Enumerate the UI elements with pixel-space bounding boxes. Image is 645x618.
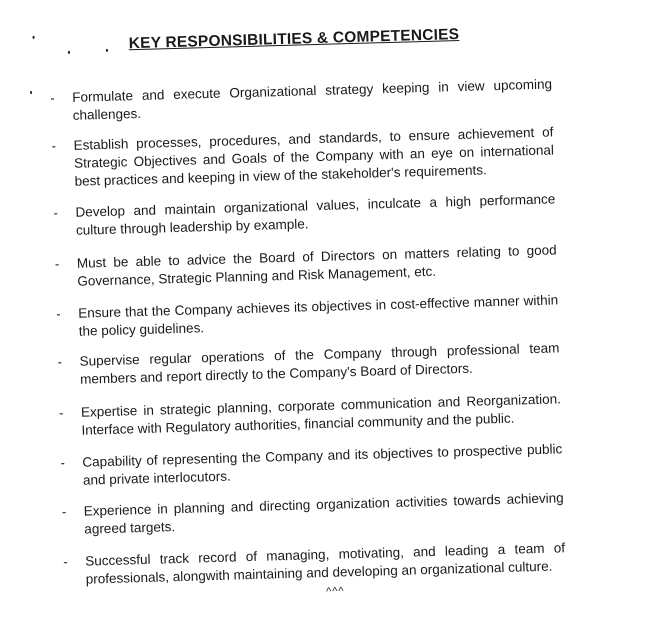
list-item [56, 292, 559, 339]
list-item [50, 76, 553, 123]
list-item [62, 540, 566, 587]
list-item-text: Must be able to advice the Board of Directors on matters relating to good Governance, Strategic Planning and Risk Management, etc. [76, 242, 557, 289]
list-item [60, 441, 563, 488]
document-title: KEY RESPONSIBILITIES & COMPETENCIES [128, 26, 460, 53]
list-item-text: Successful track record of managing, motivating, and leading a team of professionals, alongwith maintaining and developing an organizational culture. [84, 540, 566, 587]
scan-speck [30, 91, 32, 94]
list-item-text: Ensure that the Company achieves its objectives in cost-effective manner within the policy guidelines. [78, 292, 559, 339]
bullet-dash: - [54, 256, 60, 272]
bullet-dash: - [61, 504, 67, 520]
bullet-dash: - [57, 354, 63, 370]
bullet-dash: - [50, 90, 55, 106]
list-item-text: Develop and maintain organizational values, inculcate a high performance culture through leadership by example. [75, 191, 556, 238]
bullet-dash: - [62, 554, 68, 570]
list-item [58, 391, 562, 438]
list-item-text: Capability of representing the Company and its objectives to prospective public and private interlocutors. [82, 441, 563, 488]
scan-speck [68, 51, 70, 54]
list-item [57, 340, 560, 387]
bullet-dash: - [58, 405, 64, 421]
list-item-text: Establish processes, procedures, and standards, to ensure achievement of Strategic Objectives and Goals of the Company with an eye on international best practices and keeping in view of the stakeholder's requirements. [73, 124, 555, 189]
list-item-text: Formulate and execute Organizational strategy keeping in view upcoming challenges. [72, 76, 553, 123]
scan-speck [33, 36, 35, 39]
bullet-dash: - [60, 455, 65, 471]
scan-speck [106, 49, 108, 52]
list-item-text: Supervise regular operations of the Company through professional team members and report directly to the Company's Board of Directors. [79, 340, 560, 387]
bullet-dash: - [53, 205, 59, 221]
bullet-dash: - [56, 306, 61, 322]
list-item [61, 490, 564, 537]
list-item-text: Expertise in strategic planning, corporate communication and Reorganization. Interface with Regulatory authorities, financial community and the public. [80, 391, 562, 438]
list-item [51, 124, 555, 189]
bullet-dash: - [51, 138, 57, 154]
list-item [53, 191, 556, 238]
list-item [54, 242, 557, 289]
list-item-text: Experience in planning and directing organization activities towards achieving agreed targets. [83, 490, 564, 537]
end-mark: ^^^ [325, 585, 345, 598]
